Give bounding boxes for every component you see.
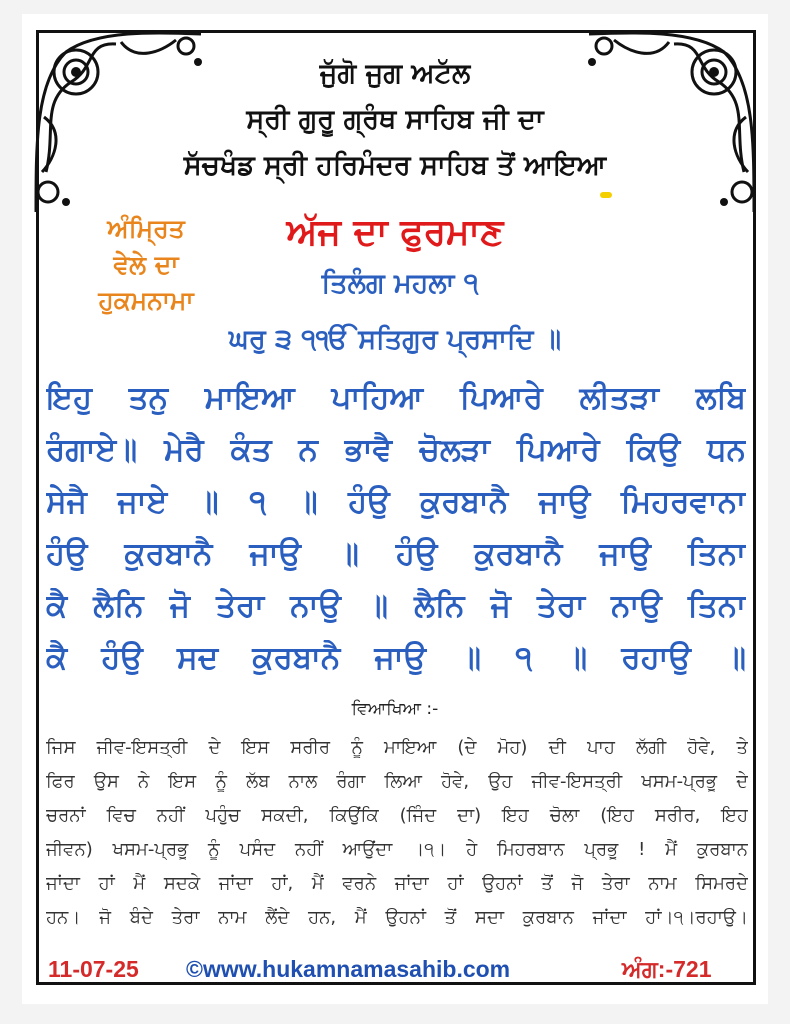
shabad-line: ਹੰਉ ਕੁਰਬਾਨੈ ਜਾਉ ॥ ਹੰਉ ਕੁਰਬਾਨੈ ਜਾਉ ਤਿਨਾ [46,536,746,572]
explanation-line: ਚਰਨਾਂ ਵਿਚ ਨਹੀਂ ਪਹੁੰਚ ਸਕਦੀ, ਕਿਉਂਕਿ (ਜਿੰਦ ਦਾ) ਇਹ ਚੋਲਾ (ਇਹ ਸਰੀਰ, ਇਹ [46,805,748,826]
shabad-line: ਇਹੁ ਤਨੁ ਮਾਇਆ ਪਾਹਿਆ ਪਿਆਰੇ ਲੀਤੜਾ ਲਬਿ [46,380,746,416]
footer-website-link[interactable]: ©www.hukamnamasahib.com [186,956,511,982]
explanation-line: ਫਿਰ ਉਸ ਨੇ ਇਸ ਨੂੰ ਲੱਬ ਨਾਲ ਰੰਗਾ ਲਿਆ ਹੋਵੇ, ਉਹ ਜੀਵ-ਇਸਤ੍ਰੀ ਖਸਮ-ਪ੍ਰਭੂ ਦੇ [46,771,748,792]
page-title: ਅੱਜ ਦਾ ਫੁਰਮਾਣ [286,212,504,253]
explanation-heading: ਵਿਆਖਿਆ :- [351,699,439,719]
shabad-line: ਕੈ ਹੰਉ ਸਦ ਕੁਰਬਾਨੈ ਜਾਉ ॥ ੧ ॥ ਰਹਾਉ ॥ [46,640,746,676]
explanation-line: ਹਨ। ਜੋ ਬੰਦੇ ਤੇਰਾ ਨਾਮ ਲੈਂਦੇ ਹਨ, ਮੈਂ ਉਹਨਾਂ ਤੋਂ ਸਦਾ ਕੁਰਬਾਨ ਜਾਂਦਾ ਹਾਂ।੧।ਰਹਾਉ। [46,907,748,928]
side-label-line-2: ਵੇਲੇ ਦਾ [113,250,179,279]
header-line-3: ਸੱਚਖੰਡ ਸ੍ਰੀ ਹਰਿਮੰਦਰ ਸਾਹਿਬ ਤੋਂ ਆਇਆ [183,150,607,181]
explanation-line: ਜਾਂਦਾ ਹਾਂ ਮੈਂ ਸਦਕੇ ਜਾਂਦਾ ਹਾਂ, ਮੈਂ ਵਰਨੇ ਜਾਂਦਾ ਹਾਂ ਉਹਨਾਂ ਤੋਂ ਜੋ ਤੇਰਾ ਨਾਮ ਸਿਮਰਦੇ [46,873,748,894]
decorative-dot [600,192,612,198]
header-line-2: ਸ੍ਰੀ ਗੁਰੂ ਗ੍ਰੰਥ ਸਾਹਿਬ ਜੀ ਦਾ [246,104,544,135]
explanation-line: ਜੀਵਨ) ਖਸਮ-ਪ੍ਰਭੂ ਨੂੰ ਪਸੰਦ ਨਹੀਂ ਆਉਂਦਾ ।੧। ਹੇ ਮਿਹਰਬਾਨ ਪ੍ਰਭੂ ! ਮੈਂ ਕੁਰਬਾਨ [46,839,748,860]
raag-label: ਤਿਲੰਗ ਮਹਲਾ ੧ [321,268,479,299]
shabad-line: ਰੰਗਾਏ॥ ਮੇਰੈ ਕੰਤ ਨ ਭਾਵੈ ਚੋਲੜਾ ਪਿਆਰੇ ਕਿਉ ਧਨ [46,432,746,468]
header-line-1: ਜੁੱਗੋ ਜੁਗ ਅਟੱਲ [319,58,471,89]
shabad-line: ਕੈ ਲੈਨਿ ਜੋ ਤੇਰਾ ਨਾਉ ॥ ਲੈਨਿ ਜੋ ਤੇਰਾ ਨਾਉ ਤਿਨਾ [46,588,746,624]
footer-date: 11-07-25 [48,956,139,982]
side-label-line-3: ਹੁਕਮਨਾਮਾ [98,286,194,315]
shabad-line: ਸੇਜੈ ਜਾਏ ॥ ੧ ॥ ਹੰਉ ਕੁਰਬਾਨੈ ਜਾਉ ਮਿਹਰਵਾਨਾ [46,484,746,520]
ghar-invocation: ਘਰੁ ੩ ੧ੴ ਸਤਿਗੁਰ ਪ੍ਰਸਾਦਿ ॥ [228,324,562,355]
side-label-line-1: ਅੰਮ੍ਰਿਤ [107,214,185,243]
footer-ang-number: ਅੰਗ:-721 [622,956,712,982]
explanation-line: ਜਿਸ ਜੀਵ-ਇਸਤ੍ਰੀ ਦੇ ਇਸ ਸਰੀਰ ਨੂੰ ਮਾਇਆ (ਦੇ ਮੋਹ) ਦੀ ਪਾਹ ਲੱਗੀ ਹੋਵੇ, ਤੇ [46,737,748,758]
